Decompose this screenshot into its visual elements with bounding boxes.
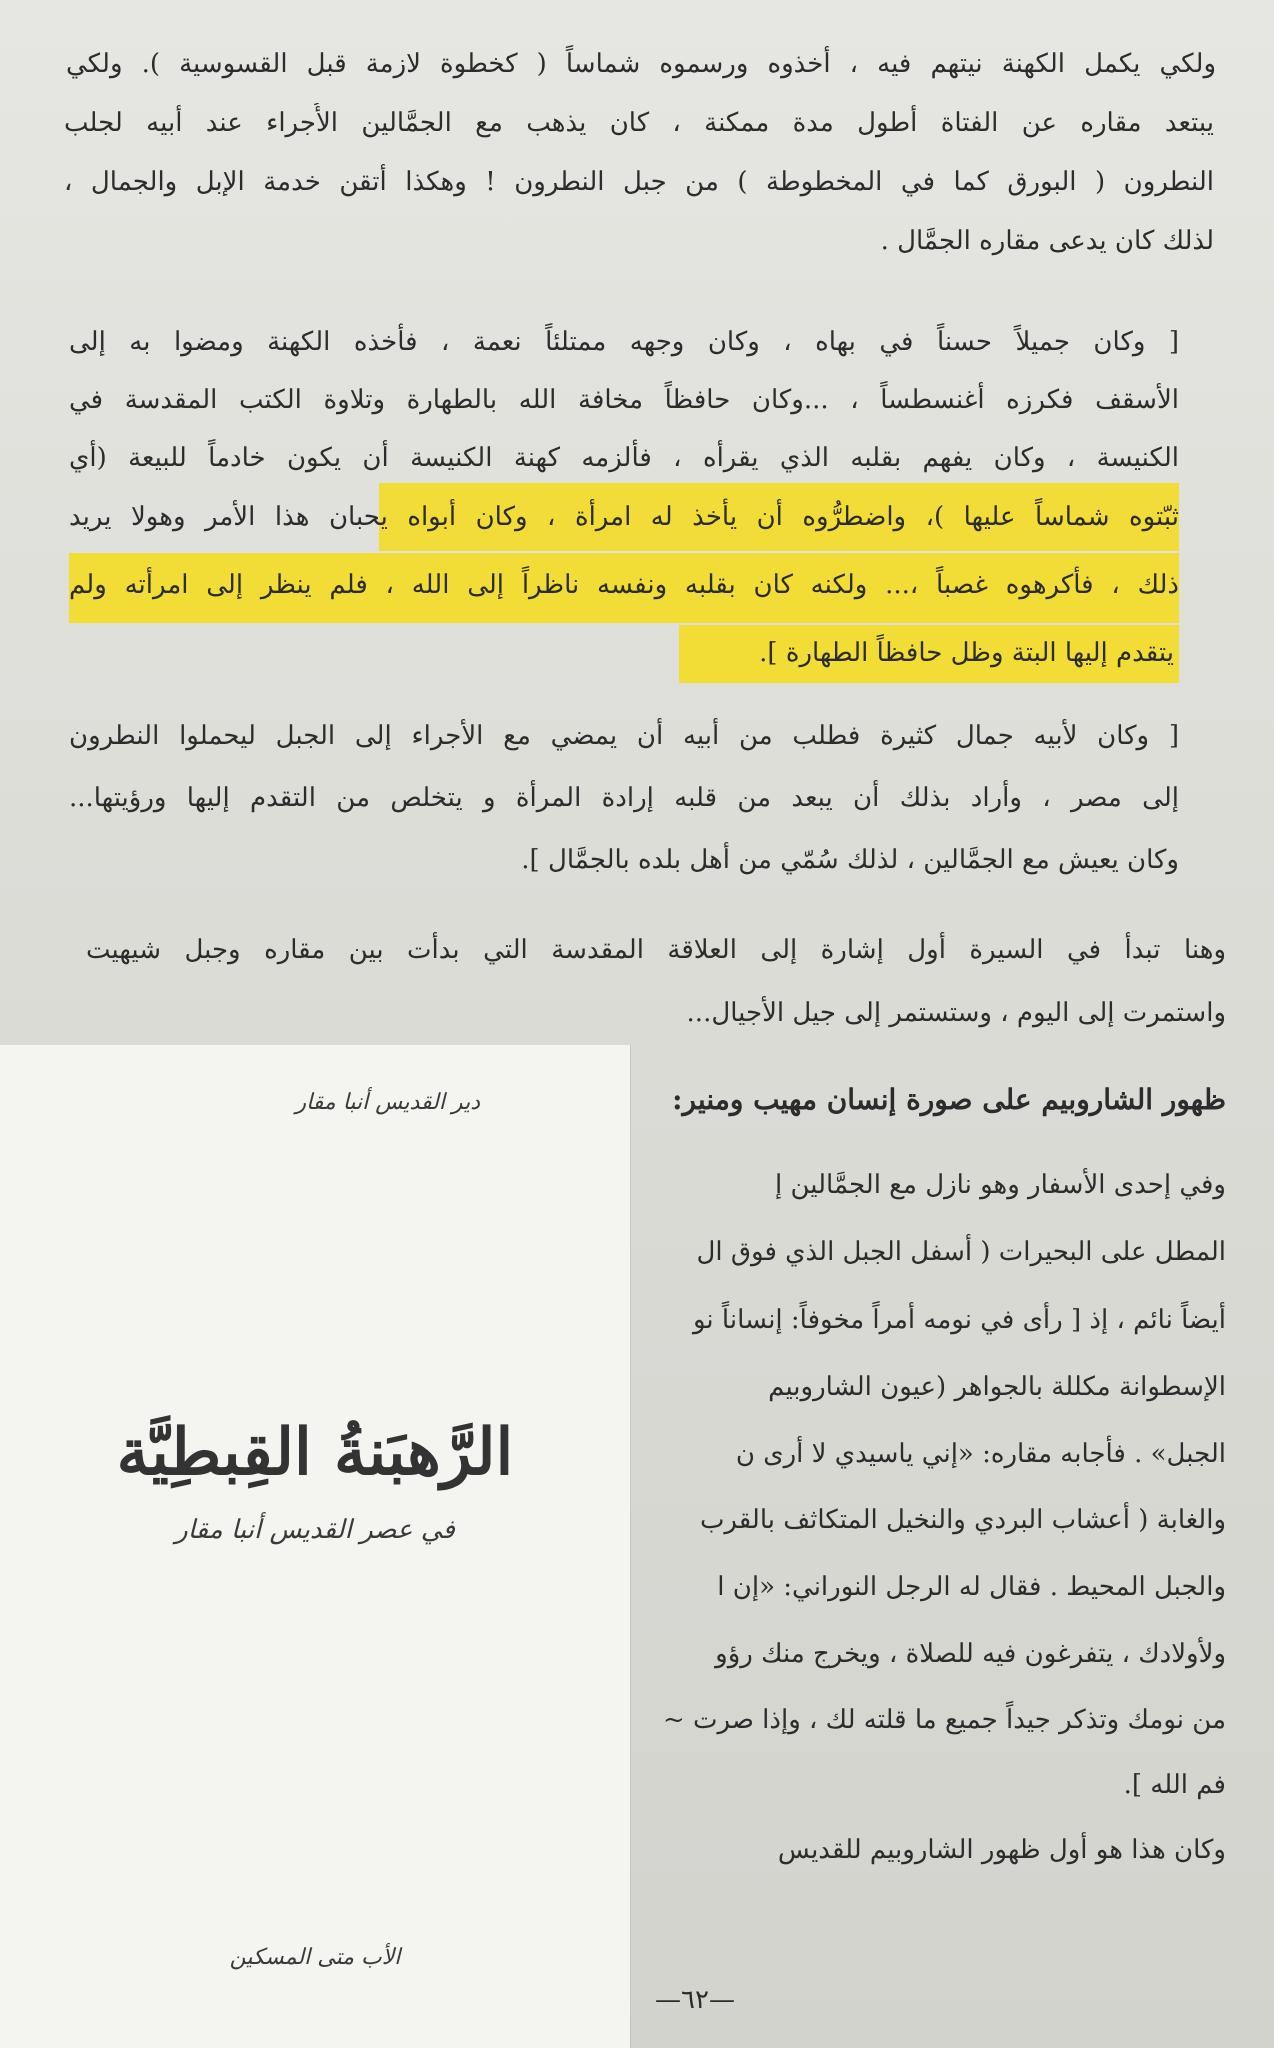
text-line: لذلك كان يدعى مقاره الجمَّال . xyxy=(880,226,1214,256)
text-line: [ وكان جميلاً حسناً في بهاه ، وكان وجهه ممتلئاً نعمة ، فأخذه الكهنة ومضوا به إلى xyxy=(69,327,1179,357)
page-number: —٦٢— xyxy=(655,1985,735,2015)
text-line: والجبل المحيط . فقال له الرجل النوراني: «إن ا xyxy=(717,1572,1226,1602)
text-line: وهنا تبدأ في السيرة أول إشارة إلى العلاقة المقدسة التي بدأت بين مقاره وجبل شيهيت xyxy=(86,935,1226,965)
cover-author: الأب متى المسكين xyxy=(229,1945,401,1970)
text-line: الكنيسة ، وكان يفهم بقلبه الذي يقرأه ، فألزمه كهنة الكنيسة أن يكون خادماً للبيعة (أي xyxy=(69,443,1179,473)
cover-publisher: دير القديس أنبا مقار xyxy=(295,1090,480,1115)
text-line: ذلك ، فأكرهوه غصباً ،... ولكنه كان بقلبه ونفسه ناظراً إلى الله ، فلم ينظر إلى امرأته ولم xyxy=(69,570,1179,600)
text-line: الإسطوانة مكللة بالجواهر (عيون الشاروبيم xyxy=(768,1372,1226,1402)
text-line: يتقدم إليها البتة وظل حافظاً الطهارة ]. xyxy=(759,638,1174,668)
cover-title: الرَّهبَنةُ القِبطِيَّة xyxy=(116,1415,514,1490)
text-line: [ وكان لأبيه جمال كثيرة فطلب من أبيه أن يمضي مع الأجراء إلى الجبل ليحملوا النطرون xyxy=(69,721,1179,751)
text-line: فم الله ]. xyxy=(1123,1770,1226,1800)
text-line: النطرون ( البورق كما في المخطوطة ) من جبل النطرون ! وهكذا أتقن خدمة الإبل والجمال ، xyxy=(64,167,1214,197)
text-line: الجبل» . فأجابه مقاره: «إني ياسيدي لا أرى ن xyxy=(735,1439,1226,1469)
text-line: أيضاً نائم ، إذ [ رأى في نومه أمراً مخوفاً: إنساناً نو xyxy=(692,1305,1226,1335)
text-line: ولأولادك ، يتفرغون فيه للصلاة ، ويخرج منك رؤو xyxy=(715,1639,1226,1669)
text-line: الأسقف فكرزه أغنسطساً ، ...وكان حافظاً مخافة الله بالطهارة وتلاوة الكتب المقدسة في xyxy=(69,385,1179,415)
section-heading: ظهور الشاروبيم على صورة إنسان مهيب ومنير: xyxy=(672,1083,1226,1116)
text-line: يبتعد مقاره عن الفتاة أطول مدة ممكنة ، كان يذهب مع الجمَّالين الأُجراء عند أبيه لجلب xyxy=(64,108,1214,138)
text-line: وكان هذا هو أول ظهور الشاروبيم للقديس xyxy=(777,1835,1226,1865)
text-line: ثبّتوه شماساً عليها )، واضطرُّوه أن يأخذ له امرأة ، وكان أبواه يحبان هذا الأمر وهولا يريد xyxy=(69,502,1179,532)
book-cover xyxy=(0,1045,631,2048)
text-line: إلى مصر ، وأراد بذلك أن يبعد من قلبه إرادة المرأة و يتخلص من التقدم إليها ورؤيتها... xyxy=(69,783,1179,813)
text-line: والغابة ( أعشاب البردي والنخيل المتكاثف بالقرب xyxy=(699,1505,1226,1535)
text-line: من نومك وتذكر جيداً جميع ما قلته لك ، وإذا صرت ~ xyxy=(662,1705,1226,1735)
text-line: واستمرت إلى اليوم ، وستستمر إلى جيل الأجيال... xyxy=(686,998,1226,1028)
text-line: ولكي يكمل الكهنة نيتهم فيه ، أخذوه ورسموه شماساً ( كخطوة لازمة قبل القسوسية ). ولكي xyxy=(66,49,1216,79)
cover-subtitle: في عصر القديس أنبا مقار xyxy=(175,1515,455,1545)
text-line: وفي إحدى الأسفار وهو نازل مع الجمَّالين إ xyxy=(774,1170,1226,1200)
text-line: المطل على البحيرات ( أسفل الجبل الذي فوق ال xyxy=(696,1237,1226,1267)
text-line: وكان يعيش مع الجمَّالين ، لذلك سُمّي من أهل بلده بالجمَّال ]. xyxy=(521,845,1179,875)
